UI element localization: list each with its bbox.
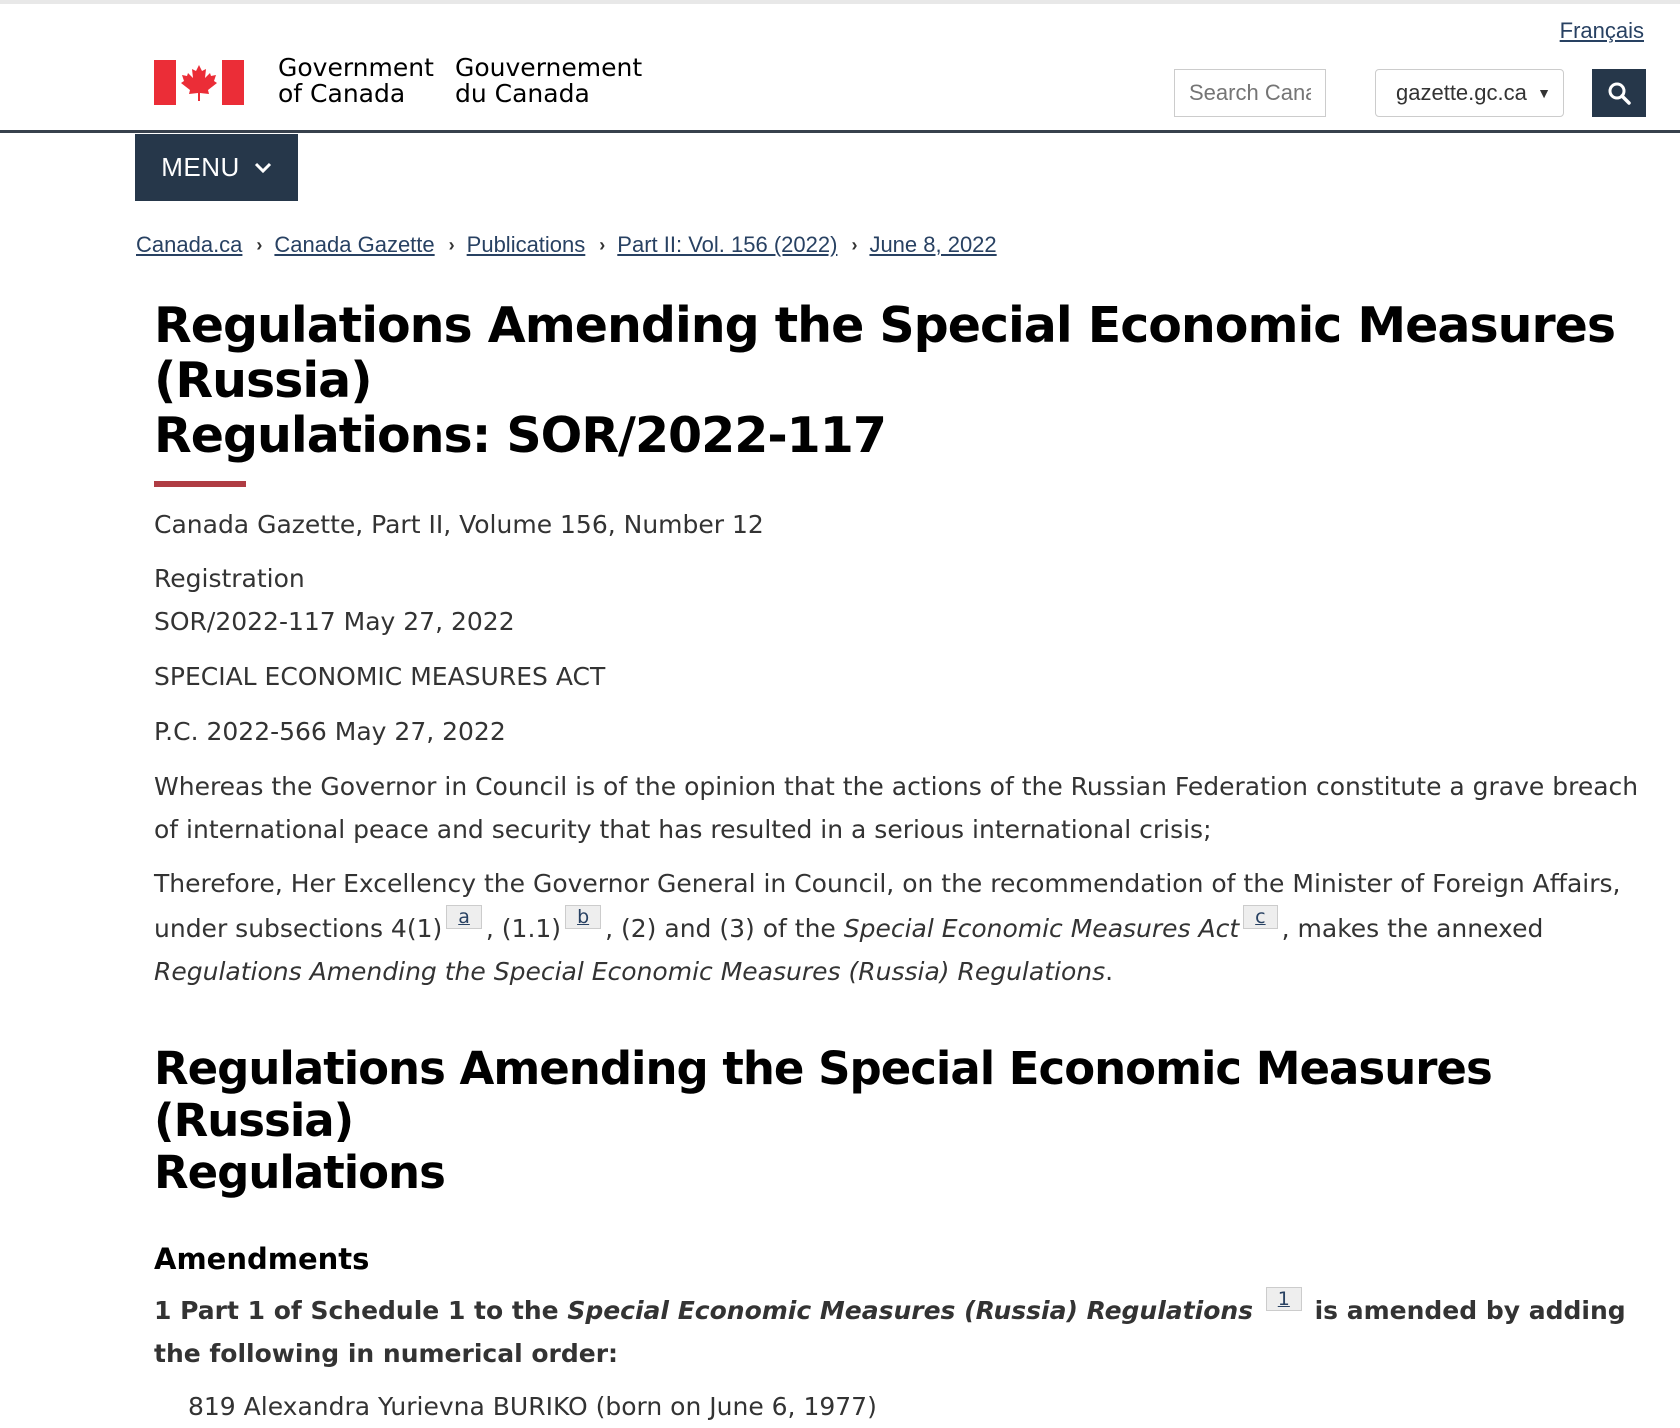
menu-button[interactable] <box>135 134 298 201</box>
therefore-paragraph <box>154 862 1644 993</box>
whereas-paragraph: Whereas the Governor in Council is of the opinion that the actions of the Russian Federation constitute a grave breach of international peace and security that has resulted in a serious international crisis; <box>154 772 1639 844</box>
therefore-text-4: , makes the annexed <box>1281 914 1544 943</box>
chevron-down-icon: ▼ <box>1537 85 1551 101</box>
section-title <box>154 1043 1644 1199</box>
gazette-reference: Canada Gazette, Part II, Volume 156, Number 12 <box>154 510 764 539</box>
magnifier-icon <box>1607 81 1631 105</box>
wordmark-fr-line1: Gouvernement <box>455 53 643 82</box>
amendment-1-text-1: 1 Part 1 of Schedule 1 to the <box>154 1296 559 1325</box>
page-title <box>154 298 1644 463</box>
language-toggle-link[interactable]: Français <box>1559 18 1644 43</box>
footnote-b-link[interactable]: b <box>565 905 601 929</box>
search-scope-select[interactable] <box>1375 69 1564 117</box>
privy-council-number: P.C. 2022-566 May 27, 2022 <box>154 717 506 746</box>
chevron-down-icon <box>254 162 272 174</box>
chevron-right-icon: › <box>448 234 455 255</box>
amendment-1-italic: Special Economic Measures (Russia) Regulations <box>567 1296 1254 1325</box>
list-item: 819 Alexandra Yurievna BURIKO (born on June 6, 1977) <box>188 1392 877 1421</box>
chevron-right-icon: › <box>256 234 263 255</box>
therefore-text-3: , (2) and (3) of the <box>605 914 836 943</box>
wordmark-fr-line2: du Canada <box>455 79 590 108</box>
breadcrumb-issue-date[interactable]: June 8, 2022 <box>869 232 997 257</box>
chevron-right-icon: › <box>599 234 606 255</box>
search-scope-value: gazette.gc.ca <box>1396 80 1527 105</box>
footnote-a-link[interactable]: a <box>446 905 482 929</box>
wordmark-en-line2: of Canada <box>278 79 406 108</box>
registration-value: SOR/2022-117 May 27, 2022 <box>154 607 515 636</box>
page-title-line2: Regulations: SOR/2022-117 <box>154 407 886 464</box>
search-button[interactable] <box>1592 69 1646 117</box>
therefore-text-1: Therefore, Her Excellency the Governor General in Council, on the recommendation of the Minister of Foreign Affairs, under subsections 4(1) <box>154 869 1621 943</box>
wordmark-en-line1: Government <box>278 53 434 82</box>
breadcrumb-canada-ca[interactable]: Canada.ca <box>136 232 243 257</box>
menu-label: MENU <box>161 152 240 182</box>
title-underline <box>154 481 246 487</box>
section-title-line1: Regulations Amending the Special Economic Measures (Russia) <box>154 1042 1492 1147</box>
section-title-line2: Regulations <box>154 1146 445 1199</box>
page-title-line1: Regulations Amending the Special Economic Measures (Russia) <box>154 297 1616 409</box>
government-of-canada-wordmark-fr <box>455 55 642 107</box>
amendment-1 <box>154 1287 1644 1375</box>
chevron-right-icon: › <box>851 234 858 255</box>
top-border <box>0 0 1680 4</box>
therefore-text-5: . <box>1105 957 1114 986</box>
registration-label: Registration <box>154 564 305 593</box>
amendments-heading: Amendments <box>154 1242 370 1276</box>
footnote-c-link[interactable]: c <box>1243 905 1277 929</box>
government-of-canada-wordmark-en <box>278 55 434 107</box>
canada-flag-icon[interactable] <box>154 60 244 105</box>
search-input[interactable] <box>1174 69 1326 117</box>
regulations-title-italic: Regulations Amending the Special Economic Measures (Russia) Regulations <box>154 957 1106 986</box>
amendment-1-text-2: is amended by adding the following in numerical order: <box>154 1296 1626 1368</box>
breadcrumb-canada-gazette[interactable]: Canada Gazette <box>274 232 435 257</box>
footnote-1-link[interactable]: 1 <box>1266 1287 1302 1311</box>
act-title-italic: Special Economic Measures Act <box>843 914 1240 943</box>
act-name: SPECIAL ECONOMIC MEASURES ACT <box>154 662 606 691</box>
breadcrumb-part-ii[interactable]: Part II: Vol. 156 (2022) <box>617 232 838 257</box>
breadcrumb <box>136 232 997 258</box>
header-divider <box>0 130 1680 133</box>
therefore-text-2: , (1.1) <box>485 914 562 943</box>
breadcrumb-publications[interactable]: Publications <box>466 232 586 257</box>
main-content <box>154 298 1644 1428</box>
